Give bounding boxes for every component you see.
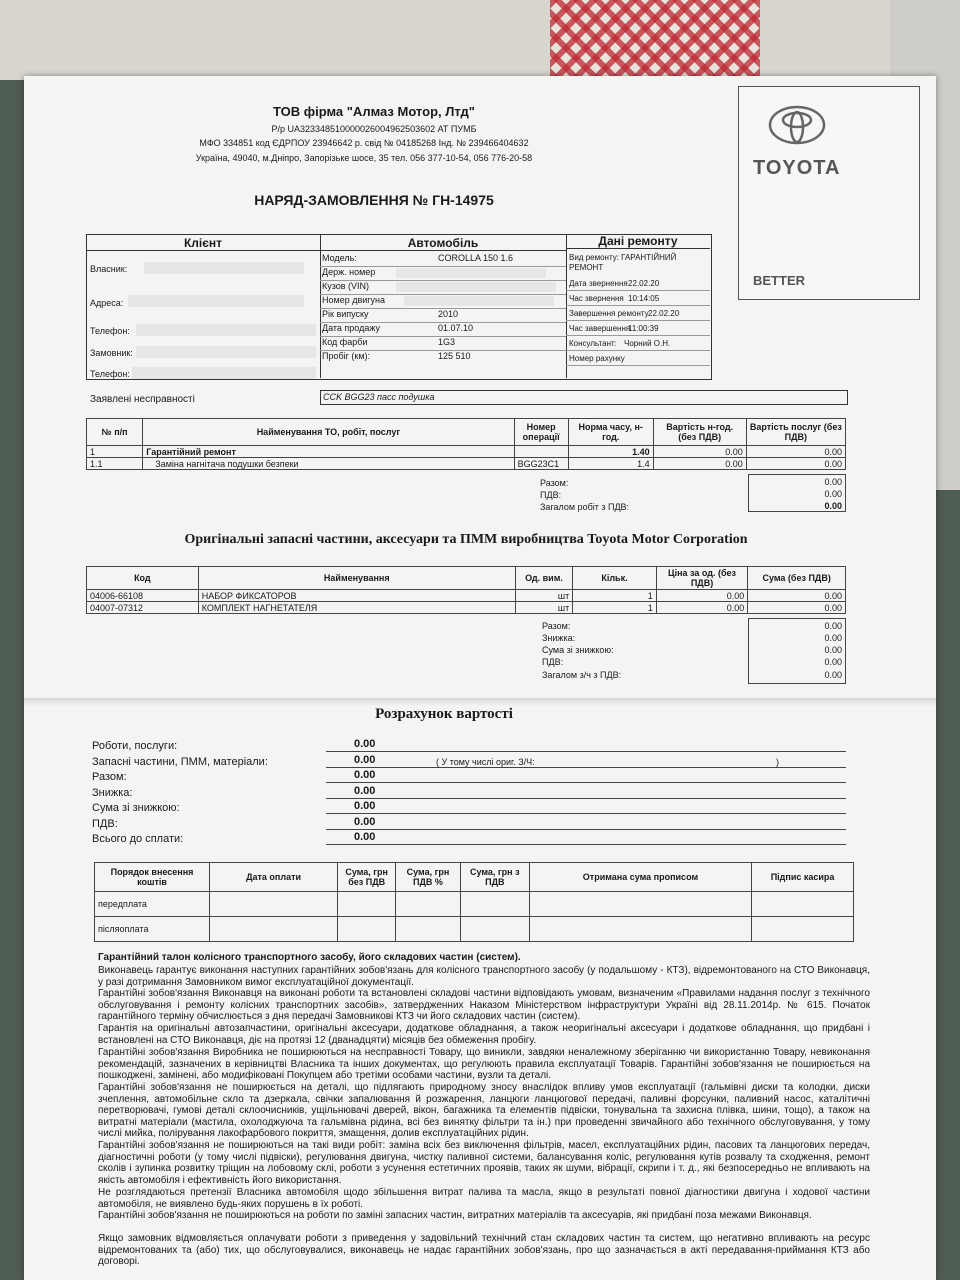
works-cell: 1.4 xyxy=(568,458,653,470)
works-total-value: 0.00 xyxy=(824,477,842,487)
works-col-name: Найменування ТО, робіт, послуг xyxy=(143,419,514,446)
payment-col-vat: Сума, грн ПДВ % xyxy=(396,863,461,892)
payment-col-sum-no-vat: Сума, грн без ПДВ xyxy=(338,863,396,892)
repair-end-date-value: 22.02.20 xyxy=(648,309,680,318)
repair-type-label: Вид ремонту: ГАРАНТІЙНИЙ xyxy=(569,253,677,262)
works-cell: Заміна нагнітача подушки безпеки xyxy=(143,458,514,470)
parts-discounted-label: Сума зі знижкою: xyxy=(542,645,614,655)
parts-col-qty: Кільк. xyxy=(573,567,657,590)
car-year-label: Рік випуску xyxy=(322,309,369,319)
parts-col-unit: Од. вим. xyxy=(515,567,572,590)
embroidered-pattern xyxy=(550,0,760,76)
calc-label: Роботи, послуги: xyxy=(92,740,178,752)
redacted-engine xyxy=(404,296,554,306)
payment-table xyxy=(94,862,854,942)
client-phone-label: Телефон: xyxy=(90,326,130,336)
redacted-plate xyxy=(396,268,546,278)
car-year-value: 2010 xyxy=(438,309,459,319)
calc-label: Разом: xyxy=(92,771,127,783)
company-address: Україна, 49040, м.Дніпро, Запорізьке шосе, 35 тел. 056 377-10-54, 056 776-20-58 xyxy=(195,153,533,163)
redacted-phone2 xyxy=(132,367,316,379)
calc-value: 0.00 xyxy=(354,738,376,750)
payment-col-date: Дата оплати xyxy=(210,863,338,892)
works-cell: 1 xyxy=(87,446,143,458)
payment-row-label: передплата xyxy=(95,892,210,917)
company-codes: МФО 334851 код ЄДРПОУ 23946642 р. свід № 04185268 Інд. № 239466404632 xyxy=(199,138,529,148)
warranty-paragraph: Гарантійні зобов'язання не поширюється на деталі, що підлягають природному зносу внаслідок впливу умов експлуатації (гальмівні диски та колодки, диски зчеплення, автомобільне скло та дзеркала, свічки запалювання й розжарення, ланцюги ланцюгової передачі, паливні форсунки, паливний насос, каталітичні перетворювачі, гумові деталі склоочисників, ущільнювачі дверей, вікон, багажника та елементів підвіски, тонувальна та захисна плівка, шини, тощо), а також на витратні матеріали (мастила, охолоджуюча та гальмівна рідина, всі без винятку фільтри та ін.) при проведенні звичайного або технічного обслуговування, у тому числі мийка, полірування лакофарбового покриття, змащення, долив експлуатаційних рідин. xyxy=(98,1082,870,1140)
company-name: ТОВ фірма "Алмаз Мотор, Лтд" xyxy=(273,104,475,119)
parts-vat-value: 0.00 xyxy=(824,657,842,667)
repair-consultant-value: Чорний О.Н. xyxy=(624,339,671,348)
works-total-vat-value: 0.00 xyxy=(824,501,842,511)
calc-value: 0.00 xyxy=(354,769,376,781)
parts-title: Оригінальні запасні частини, аксесуари та ПММ виробництва Toyota Motor Corporation xyxy=(184,532,748,547)
car-paint-value: 1G3 xyxy=(438,337,456,347)
parts-cell: 0.00 xyxy=(656,602,748,614)
calc-original-parts-note-close: ) xyxy=(776,757,779,767)
repair-header: Дані ремонту xyxy=(598,234,678,248)
payment-col-order: Порядок внесення коштів xyxy=(95,863,210,892)
works-total-vat-label: Загалом робіт з ПДВ: xyxy=(540,502,630,512)
work-order-document xyxy=(24,76,936,1280)
works-table xyxy=(86,418,846,470)
works-cell: 1.40 xyxy=(568,446,653,458)
car-sale-date-label: Дата продажу xyxy=(322,323,380,333)
parts-cell: 0.00 xyxy=(748,590,846,602)
background-cloth xyxy=(0,0,960,80)
redacted-phone xyxy=(136,324,316,336)
car-plate-label: Держ. номер xyxy=(322,267,376,277)
car-vin-label: Кузов (VIN) xyxy=(322,281,370,291)
works-cell: 0.00 xyxy=(746,458,845,470)
parts-discount-label: Знижка: xyxy=(542,633,576,643)
calc-value: 0.00 xyxy=(354,800,376,812)
works-cell: BGG23C1 xyxy=(514,458,568,470)
parts-total-label: Разом: xyxy=(542,621,571,631)
parts-discount-value: 0.00 xyxy=(824,633,842,643)
complaints-label: Заявлені несправності xyxy=(90,394,195,405)
parts-cell: 0.00 xyxy=(656,590,748,602)
works-totals-box xyxy=(748,474,846,512)
car-paint-label: Код фарби xyxy=(322,337,368,347)
parts-cell: шт xyxy=(515,590,572,602)
calc-label: Сума зі знижкою: xyxy=(92,802,180,814)
works-col-cost: Вартість послуг (без ПДВ) xyxy=(746,419,845,446)
client-address-label: Адреса: xyxy=(90,298,124,308)
redacted-customer xyxy=(136,346,316,358)
parts-vat-label: ПДВ: xyxy=(542,657,564,667)
parts-total-value: 0.00 xyxy=(824,621,842,631)
repair-date-value: 22.02.20 xyxy=(628,279,660,288)
parts-cell: 04006-66108 xyxy=(87,590,199,602)
works-cell: 0.00 xyxy=(746,446,845,458)
repair-time-value: 10:14:05 xyxy=(628,294,660,303)
calc-value: 0.00 xyxy=(354,754,376,766)
redacted-vin xyxy=(396,282,556,292)
parts-cell: КОМПЛЕКТ НАГНЕТАТЕЛЯ xyxy=(198,602,515,614)
toyota-brand-box xyxy=(738,86,920,300)
parts-col-sum: Сума (без ПДВ) xyxy=(748,567,846,590)
table-row xyxy=(95,917,854,942)
redacted-owner xyxy=(144,262,304,274)
calc-original-parts-note: ( У тому числі ориг. З/Ч: xyxy=(436,757,535,767)
calc-label: ПДВ: xyxy=(92,818,118,830)
payment-col-words: Отримана сума прописом xyxy=(529,863,751,892)
car-sale-date-value: 01.07.10 xyxy=(438,323,474,333)
works-cell xyxy=(514,446,568,458)
calc-label: Запасні частини, ПММ, матеріали: xyxy=(92,756,268,768)
parts-cell: 1 xyxy=(573,602,657,614)
calc-value: 0.00 xyxy=(354,816,376,828)
table-row xyxy=(95,892,854,917)
paper-fold xyxy=(24,698,936,706)
warranty-paragraph: Гарантійні зобов'язання не поширюються на роботи по заміні запасних частин, витратних матеріалів та аксесуарів, які придбані поза межами Виконавця. xyxy=(98,1210,812,1221)
repair-end-date-label: Завершення ремонту xyxy=(569,309,649,318)
works-col-norm: Норма часу, н-год. xyxy=(568,419,653,446)
parts-cell: 1 xyxy=(573,590,657,602)
car-header: Автомобіль xyxy=(407,236,479,250)
warranty-title: Гарантійний талон колісного транспортного засобу, його складових частин (систем). xyxy=(98,952,521,963)
works-cell: 0.00 xyxy=(653,446,746,458)
repair-invoice-label: Номер рахунку xyxy=(569,354,625,363)
warranty-paragraph: Якщо замовник відмовляється оплачувати роботи з приведення у задовільний технічний стан складових частин та систем, що негативно впливають на ресурс відремонтованих та (або) тих, що обслуговувалися, виконавець не надає гарантійних зобов'язань, про що зазначається в акті передавання-приймання КТЗ або договорі. xyxy=(98,1233,870,1268)
car-model-label: Модель: xyxy=(322,253,357,263)
parts-col-code: Код xyxy=(87,567,199,590)
parts-cell: шт xyxy=(515,602,572,614)
redacted-address xyxy=(128,295,304,307)
client-header: Клієнт xyxy=(183,236,223,250)
parts-col-name: Найменування xyxy=(198,567,515,590)
client-owner-label: Власник: xyxy=(90,264,128,274)
warranty-paragraph: Гарантійні зобов'язання Виробника не поширюються на несправності Товару, що виникли, завдяки неналежному зберіганню чи використанню Товару, невиконання рекомендацій, зазначених в керівництві Власника та інших документах, що регулюють правила експлуатації Товарів. Гарантійні зобов'язання не поширюється на пошкоджені, замінені, або модифіковані Покупцем або третіми особами частини, вузли та деталі. xyxy=(98,1047,870,1082)
calc-label: Знижка: xyxy=(92,787,133,799)
works-vat-label: ПДВ: xyxy=(540,490,562,500)
client-customer-label: Замовник: xyxy=(90,348,133,358)
works-vat-value: 0.00 xyxy=(824,489,842,499)
repair-end-time-value: 11:00:39 xyxy=(628,324,659,333)
complaints-box xyxy=(320,390,848,405)
repair-type-label-2: РЕМОНТ xyxy=(569,263,604,272)
brand-name: TOYOTA xyxy=(753,157,841,179)
payment-col-signature: Підпис касира xyxy=(752,863,854,892)
table-row xyxy=(87,590,846,602)
table-row xyxy=(87,458,846,470)
parts-cell: 04007-07312 xyxy=(87,602,199,614)
parts-total-vat-label: Загалом з/ч з ПДВ: xyxy=(542,670,622,680)
payment-row-label: післяоплата xyxy=(95,917,210,942)
works-col-rate: Вартість н-год. (без ПДВ) xyxy=(653,419,746,446)
client-phone2-label: Телефон: xyxy=(90,369,130,379)
parts-discounted-value: 0.00 xyxy=(824,645,842,655)
works-col-op: Номер операції xyxy=(514,419,568,446)
works-cell: 1.1 xyxy=(87,458,143,470)
warranty-paragraph: Не розглядаються претензії Власника автомобіля щодо збільшення витрат палива та масла, якщо в результаті повної діагностики двигуна і ходової частини автомобіля, не виявлено будь-яких порушень в їх роботі. xyxy=(98,1187,870,1210)
repair-date-label: Дата звернення xyxy=(569,279,628,288)
warranty-paragraph: Виконавець гарантує виконання наступних гарантійних зобов'язань для колісного транспортного засобу (у подальшому - КТЗ), відремонтованого на СТО Виконавця, у разі дотримання Замовником вимог експлуатаційної документації. xyxy=(98,965,870,988)
car-mileage-value: 125 510 xyxy=(438,351,471,361)
works-col-n: № п/п xyxy=(87,419,143,446)
calc-label: Всього до сплати: xyxy=(92,833,184,845)
works-cell: 0.00 xyxy=(653,458,746,470)
works-total-label: Разом: xyxy=(540,478,569,488)
document-title: НАРЯД-ЗАМОВЛЕННЯ № ГН-14975 xyxy=(254,192,494,208)
calc-title: Розрахунок вартості xyxy=(375,706,513,722)
parts-total-vat-value: 0.00 xyxy=(824,670,842,680)
car-engine-label: Номер двигуна xyxy=(322,295,386,305)
calc-value: 0.00 xyxy=(354,785,376,797)
parts-table xyxy=(86,566,846,614)
parts-totals-box xyxy=(748,618,846,684)
parts-cell: 0.00 xyxy=(748,602,846,614)
car-model-value: COROLLA 150 1.6 xyxy=(438,253,514,263)
works-cell: Гарантійний ремонт xyxy=(143,446,514,458)
table-row xyxy=(87,602,846,614)
company-account: Р/р UA323348510000026004962503602 АТ ПУМБ xyxy=(271,124,477,134)
payment-col-sum-vat: Сума, грн з ПДВ xyxy=(460,863,529,892)
warranty-paragraph: Гарантійні зобов'язання не поширюються на такі види робіт: заміна всіх без виключення фільтрів, масел, експлуатаційних рідин, пасових та ланцюгових передач, діагностичні роботи (у тому числі підвіски), регулювання двигуна, чистку паливної системи, балансування коліс, регулювання кутів розвалу та сходження, ремонт сколів і зупинка розвитку тріщин на лобовому склі, роботи з усунення естетичних проявів, таких як шуми, вібрації, скрипи і т. д., які безпосередньо не впливають на якість автомобіля і ефективність його використання. xyxy=(98,1140,870,1186)
parts-col-price: Ціна за од. (без ПДВ) xyxy=(656,567,748,590)
warranty-paragraph: Гарантійні зобов'язання Виконавця на виконані роботи та встановлені складові частини відповідають умовам, визначеним «Правилами надання послуг з технічного обслуговування і ремонту колісних транспортних засобів», затвердженних Наказом Міністерством інфраструктури Україні від 28.11.2014р. № 615. Початок гарантійного терміну обчислюється з дня передачі Замовникові КТЗ чи його складових частин (систем). xyxy=(98,988,870,1023)
table-row xyxy=(87,446,846,458)
complaints-value: CCK BGG23 пасс подушка xyxy=(323,392,435,402)
calc-value: 0.00 xyxy=(354,831,376,843)
parts-cell: НАБОР ФИКСАТОРОВ xyxy=(198,590,515,602)
toyota-logo-icon xyxy=(767,105,827,145)
repair-consultant-label: Консультант: xyxy=(569,339,617,348)
car-mileage-label: Пробіг (км): xyxy=(322,351,371,361)
warranty-paragraph: Гарантія на оригінальні автозапчастини, оригінальні аксесуари, додаткове обладнання, а також неоригінальні аксесуари і додаткове обладнання, що придбані і встановлені на СТО Виконавця, діє на протязі 12 (дванадцяти) місяців без обмеження пробігу. xyxy=(98,1023,870,1046)
repair-time-label: Час звернення xyxy=(569,294,624,303)
repair-end-time-label: Час завершення xyxy=(569,324,631,333)
brand-slogan: BETTER xyxy=(753,273,805,288)
